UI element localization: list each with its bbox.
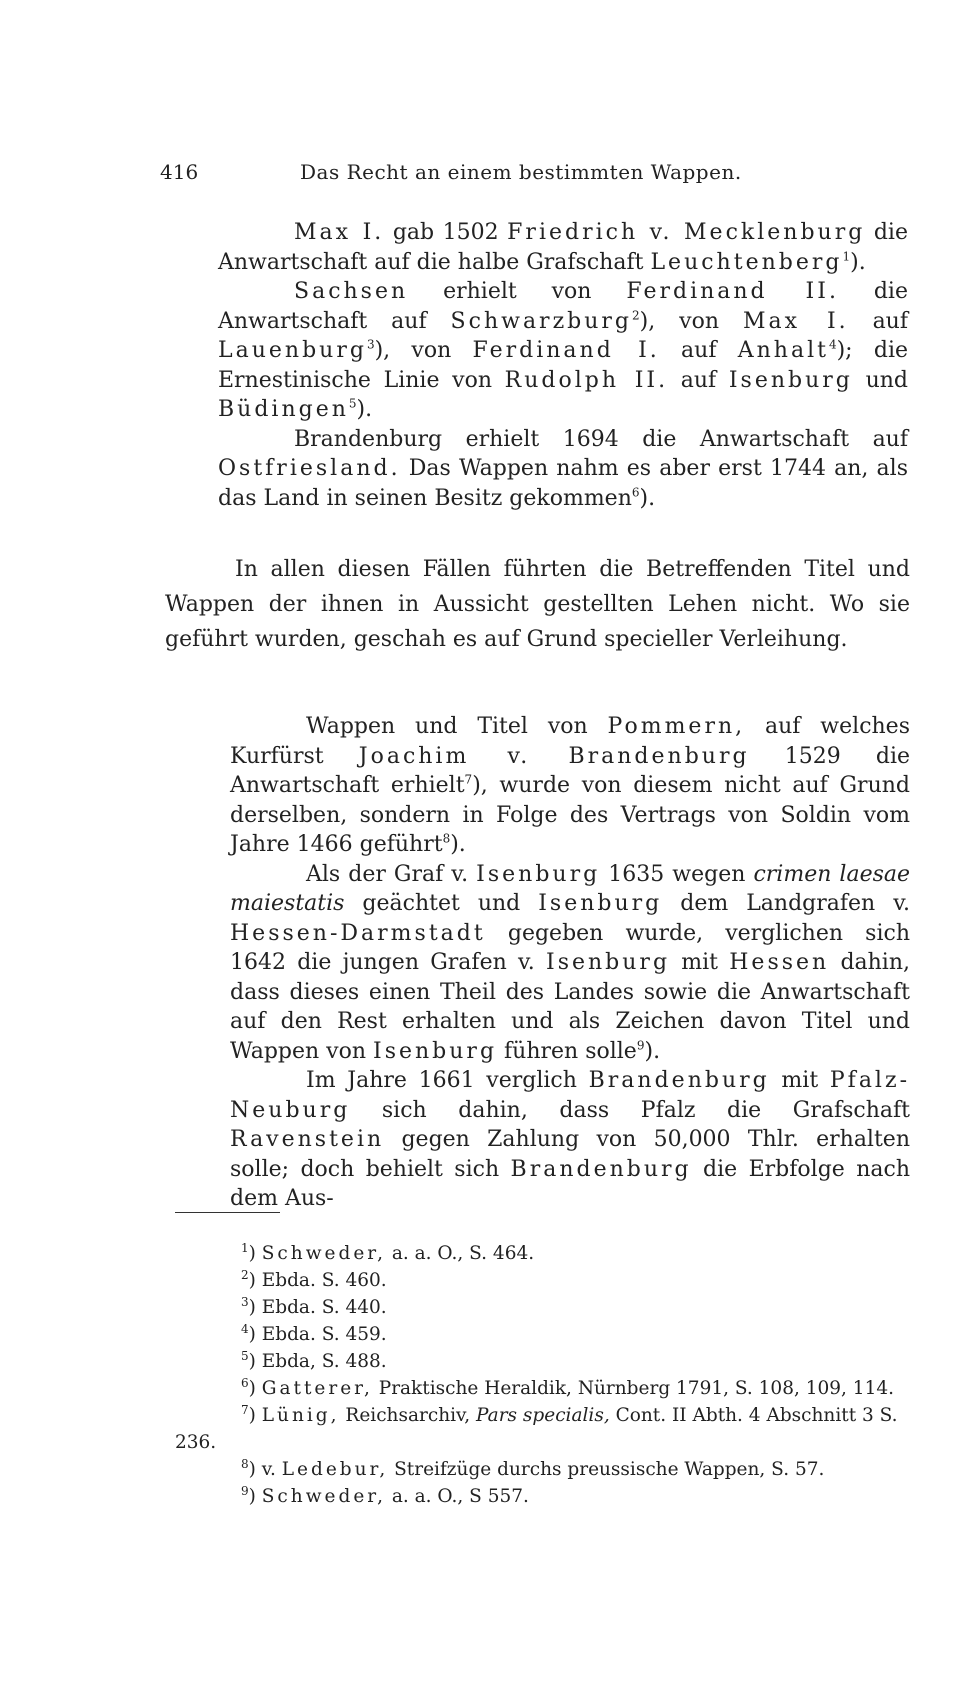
footnote (175, 1267, 915, 1294)
footnote-marker: 6 (631, 485, 640, 500)
footnote (175, 1240, 915, 1267)
spaced-name: Max I. (294, 220, 385, 245)
paragraph (218, 425, 908, 514)
footnotes (175, 1240, 915, 1510)
text-run: ) (248, 1378, 262, 1399)
spaced-name: Brandenburg (510, 1156, 692, 1182)
text-run: mit (769, 1068, 830, 1093)
footnote-marker: 5 (241, 1348, 249, 1363)
footnote (175, 1375, 915, 1402)
footnote (175, 1456, 915, 1483)
paragraph: In allen diesen Fällen führten die Betreffenden Titel und Wappen der ihnen in Aussicht gestellten Lehen nicht. Wo sie geführt wurden, geschah es auf Grund specieller Verleihung. (165, 557, 910, 652)
spaced-name: Pfalz-Neuburg (230, 1068, 910, 1123)
footnote-marker: 9 (241, 1483, 249, 1498)
main-text-middle (165, 552, 910, 657)
text-run: führen solle (497, 1038, 637, 1064)
spaced-name: Ferdinand I. (472, 338, 660, 363)
spaced-name: Isenburg (728, 367, 853, 393)
footnote (175, 1483, 915, 1510)
text-run: dahin, dass dieses einen Theil des Landes sowie die Anwartschaft auf den Rest erhalten und als Zeichen davon Titel und Wappen von (230, 950, 911, 1064)
footnote-marker: 4 (241, 1321, 249, 1336)
text-run: ) Ebda. S. 460. (248, 1270, 387, 1291)
footnote-marker: 4 (828, 337, 837, 352)
footnote-divider (175, 1212, 280, 1213)
footnote-marker: 7 (241, 1402, 249, 1417)
footnote-marker: 6 (241, 1375, 249, 1390)
spaced-name: Joachim v. Brandenburg (358, 743, 750, 769)
text-run: erhielt von (408, 279, 627, 304)
text-run: ) (248, 1243, 262, 1264)
spaced-name: Isenburg (538, 891, 663, 916)
spaced-name: Ferdinand II. (626, 279, 839, 304)
text-run: 1529 die Anwartschaft erhielt (230, 743, 911, 798)
text-run: ). (850, 249, 866, 275)
text-run: ). (644, 1038, 661, 1064)
spaced-name: Ostfriesland. (218, 456, 401, 481)
spaced-name: Ledebur, (281, 1459, 389, 1480)
footnote-marker: 1 (241, 1240, 249, 1255)
spaced-name: Ravenstein (230, 1127, 385, 1152)
text-run: mit (670, 950, 730, 975)
spaced-name: Lauenburg (218, 338, 367, 363)
footnote-marker: 1 (842, 249, 851, 264)
text-run: auf (659, 338, 738, 363)
spaced-name: Schwarzburg (450, 308, 633, 334)
text-run: gegeben wurde, verglichen sich 1642 die jungen Grafen v. (230, 920, 910, 975)
footnote (175, 1348, 915, 1375)
text-run: ) Ebda. S. 440. (248, 1297, 387, 1318)
text-run: a. a. O., S 557. (385, 1486, 529, 1507)
footnote-marker: 3 (241, 1294, 249, 1309)
spaced-name: Hessen-Darmstadt (230, 920, 486, 946)
paragraph (230, 1066, 910, 1214)
text-run: ). (356, 397, 373, 422)
text-run: geächtet und (344, 891, 539, 916)
spaced-name: Isenburg (476, 861, 601, 887)
text-run: ) (248, 1486, 262, 1507)
spaced-name: Brandenburg (588, 1068, 770, 1093)
text-run: ). (450, 832, 466, 857)
footnote-marker: 7 (464, 772, 473, 787)
text-run: Brandenburg erhielt 1694 die Anwartschaft auf (294, 426, 908, 452)
footnote-marker: 8 (241, 1456, 249, 1471)
text-run: auf (848, 308, 908, 334)
text-run: ). (639, 485, 656, 511)
text-run: Cont. II Abth. 4 Abschnitt 3 S. 236. (175, 1405, 898, 1453)
text-run: Das Wappen nahm es aber erst 1744 an, als das Land in seinen Besitz gekommen (218, 456, 908, 511)
text-run: Reichsarchiv, (339, 1405, 477, 1426)
spaced-name: Schweder, (261, 1486, 386, 1507)
text-run: gegen Zahlung von 50,000 Thlr. erhalten solle; doch behielt sich (230, 1127, 910, 1182)
spaced-name: Hessen (729, 950, 830, 975)
footnote (175, 1294, 915, 1321)
text-run: die Erbfolge nach dem Aus- (230, 1156, 910, 1211)
text-run: dem Landgrafen v. (662, 891, 911, 916)
text-run: ); die Ernestinische Linie von (218, 338, 908, 393)
spaced-name: Anhalt (737, 338, 829, 363)
text-run: die Anwartschaft auf die halbe Grafschaft (218, 220, 908, 275)
spaced-name: Gatterer, (261, 1378, 373, 1399)
text-run: Im Jahre 1661 verglich (306, 1068, 589, 1093)
spaced-name: Friedrich v. Mecklenburg (507, 220, 866, 245)
paragraph (218, 218, 908, 277)
footnote (175, 1321, 915, 1348)
paragraph (218, 277, 908, 425)
text-run: 1635 wegen (600, 861, 754, 887)
text-run: gab 1502 (384, 220, 508, 245)
spaced-name: Lünig, (261, 1405, 340, 1426)
spaced-name: Isenburg (373, 1038, 498, 1064)
spaced-name: Leuchtenberg (650, 249, 843, 275)
spaced-name: Büdingen (218, 397, 349, 422)
footnote-marker: 2 (632, 308, 640, 323)
footnote-marker: 3 (366, 337, 375, 352)
text-run: sich dahin, dass Pfalz die Grafschaft (350, 1097, 910, 1123)
text-run: ), von (374, 338, 473, 363)
running-title: Das Recht an einem bestimmten Wappen. (300, 160, 742, 184)
text-run: ) Ebda, S. 488. (248, 1351, 387, 1372)
text-run: ) v. (248, 1459, 282, 1480)
spaced-name: Sachsen (294, 279, 409, 304)
spaced-name: Rudolph II. (504, 367, 669, 393)
text-run: Streifzüge durchs preussische Wappen, S. 57. (388, 1459, 825, 1480)
main-text-lower (230, 712, 910, 1214)
spaced-name: Max I. (742, 308, 849, 334)
paragraph (230, 860, 910, 1067)
footnote-marker: 8 (442, 831, 451, 846)
text-run: Als der Graf v. (306, 861, 477, 887)
footnote-marker: 2 (241, 1267, 249, 1282)
text-run: auf (668, 367, 729, 393)
footnote-marker: 5 (348, 396, 357, 411)
text-run: ) Ebda. S. 459. (248, 1324, 387, 1345)
footnote-marker: 9 (636, 1038, 645, 1053)
text-run: a. a. O., S. 464. (385, 1243, 535, 1264)
spaced-name: Pommern, (607, 714, 746, 739)
paragraph (230, 712, 910, 860)
text-run: auf welches Kurfürst (230, 714, 910, 769)
spaced-name: Schweder, (261, 1243, 386, 1264)
footnote (175, 1402, 915, 1456)
spaced-name: Isenburg (546, 950, 671, 975)
italic-text: crimen laesae maiestatis (230, 861, 911, 916)
main-text-upper (218, 218, 908, 513)
text-run: die Anwartschaft auf (218, 279, 908, 334)
text-run: ), von (639, 308, 743, 334)
text-run: Praktische Heraldik, Nürnberg 1791, S. 108, 109, 114. (372, 1378, 894, 1399)
page-number: 416 (160, 160, 199, 184)
text-run: ), wurde von diesem nicht auf Grund derselben, sondern in Folge des Vertrags von Soldin vom Jahre 1466 geführt (230, 773, 910, 857)
text-run: und (852, 367, 908, 393)
text-run: Wappen und Titel von (306, 714, 608, 739)
text-run: ) (248, 1405, 262, 1426)
italic-text: Pars specialis, (476, 1405, 610, 1426)
